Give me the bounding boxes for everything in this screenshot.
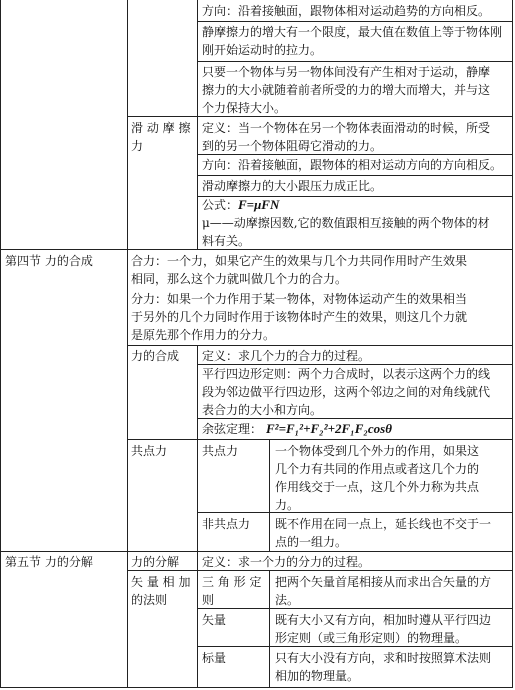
decomposition-label: 力的分解 [131,555,180,569]
nonconcurrent-definition: 点的一组力。 [275,535,348,549]
triangle-rule-definition: 法。 [275,593,300,607]
rule [0,0,1,688]
composition-definition: 定义：求几个力的合力的过程。 [202,349,371,363]
sliding-pressure: 滑动摩擦力的大小跟压力成正比。 [202,179,383,193]
vector-definition: 既有大小又有方向，相加时遵从平行四边 [275,613,492,627]
mu-description: μ——动摩擦因数,它的数值跟相互接触的两个物体的材 [202,216,490,230]
static-friction-rule: 个力保持大小。 [202,101,287,115]
scalar-sub-label: 标量 [202,651,227,665]
max-static-friction: 刚开始运动时的拉力。 [202,43,323,57]
rule [0,249,513,250]
static-friction-rule: 只要一个物体与另一物体间没有产生相对于运动，静摩 [202,65,491,79]
mu-description: 料有关。 [202,234,251,248]
friction-direction: 方向：沿着接触面，跟物体相对运动趋势的方向相反。 [202,4,491,18]
scalar-definition: 只有大小没有方向，求和时按照算术法则 [275,651,492,665]
cosine-label: 余弦定理： [202,422,263,436]
rule [512,0,513,688]
triangle-rule-definition: 把两个矢量首尾相接从而求出合矢量的方 [275,575,492,589]
component-force-def: 是原先那个作用力的分力。 [131,328,276,342]
triangle-rule-label: 三 角 形 定 [202,575,262,589]
vector-addition-label: 矢 量 相 加 [131,575,191,589]
concurrent-definition: 几个力有共同的作用点或者这几个力的 [275,462,480,476]
resultant-force-def: 相同，那么这个力就叫做几个力的合力。 [131,272,348,286]
section-title: 第四节 力的合成 [5,254,93,268]
nonconcurrent-sub-label: 非共点力 [202,517,251,531]
rule [127,116,513,117]
rule [269,570,270,688]
parallelogram-rule: 段为邻边做平行四边形，这两个邻边之间的对角线就代 [202,385,491,399]
parallelogram-rule: 表合力的大小和方向。 [202,403,323,417]
composition-label: 力的合成 [131,349,180,363]
sliding-definition: 定义：当一个物体在另一个物体表面滑动的时候，所受 [202,121,491,135]
vector-sub-label: 矢量 [202,613,227,627]
sliding-friction-label: 力 [131,139,144,153]
concurrent-sub-label: 共点力 [202,444,239,458]
rule [127,439,513,440]
resultant-force-def: 合力：一个力，如果它产生的效果与几个力共同作用时产生效果 [131,254,468,268]
rule [197,512,513,513]
scalar-definition: 相加的物理量。 [275,669,360,683]
concurrent-definition: 力。 [275,498,300,512]
concurrent-definition: 作用线交于一点，这几个外力称为共点 [275,480,480,494]
sliding-friction-label: 滑 动 摩 擦 [131,121,191,135]
sliding-direction: 方向：沿着接触面，跟物体的相对运动方向的方向相反。 [202,158,503,172]
parallelogram-rule: 平行四边形定则：两个力合成时，以表示这两个力的线 [202,367,491,381]
rule [197,0,198,250]
rule [269,439,270,552]
friction-formula: F=μFN [238,197,280,212]
rule [0,687,513,688]
vector-definition: 形定则（或三角形定则）的物理量。 [275,631,468,645]
rule [197,345,198,688]
concurrent-label: 共点力 [131,444,168,458]
component-force-def: 分力：如果一个力作用于某一物体，对物体运动产生的效果相当 [131,292,468,306]
vector-addition-label: 的法则 [131,593,168,607]
nonconcurrent-definition: 既不作用在同一点上，延长线也不交于一 [275,517,492,531]
section-title: 第五节 力的分解 [5,555,93,569]
static-friction-rule: 擦力的大小就随着前者所受的力的增大而增大，并与这 [202,83,491,97]
rule [197,608,513,609]
decomposition-definition: 定义：求一个力的分力的过程。 [202,555,371,569]
cosine-formula: F²=F₁²+F₂²+2F₁F₂cosθ [266,421,392,436]
max-static-friction: 静摩擦力的增大有一个限度，最大值在数值上等于物体刚 [202,25,503,39]
triangle-rule-label: 则 [202,593,215,607]
component-force-def: 于另外的几个力同时作用于该物体时产生的效果，则这几个力就 [131,310,468,324]
rule [127,0,128,688]
formula-label: 公式： [202,198,239,212]
concurrent-definition: 一个物体受到几个外力的作用，如果这 [275,444,480,458]
sliding-definition: 到的另一个物体阻碍它滑动的力。 [202,139,383,153]
